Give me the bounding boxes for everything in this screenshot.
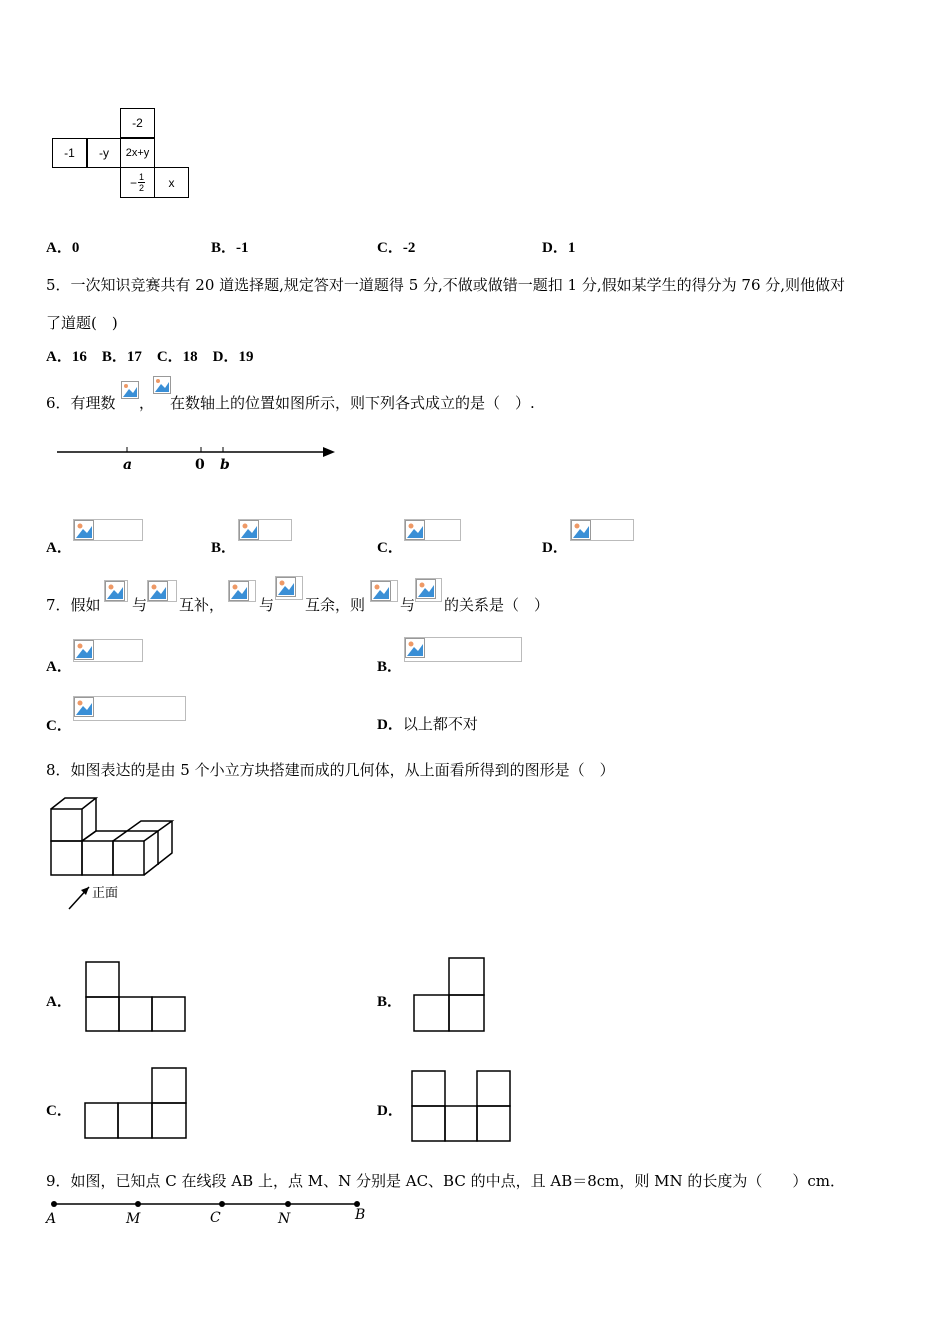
broken-image-icon [74, 640, 94, 660]
point-label-n: N [278, 1211, 291, 1227]
q7-image-6 [415, 578, 442, 602]
q4-option-b[interactable]: B．-1 [211, 240, 249, 256]
q9-text: 9．如图，已知点 C 在线段 AB 上，点 M、N 分别是 AC、BC 的中点，且 AB＝8cm，则 MN 的长度为（ ）cm． [46, 1172, 846, 1190]
q7-image-4 [275, 576, 303, 600]
q6-option-a-image[interactable] [73, 519, 143, 541]
net-frac-sign: − [129, 175, 137, 190]
cube-stack-figure [45, 795, 180, 915]
broken-image-icon [74, 697, 94, 717]
q4-option-d[interactable]: D．1 [542, 240, 576, 256]
q6-prefix: 6．有理数 [46, 394, 116, 412]
q6-option-d-image[interactable] [570, 519, 634, 541]
q8-option-d-figure[interactable] [410, 1069, 512, 1143]
q6-separator: ， [139, 394, 155, 412]
broken-image-icon [105, 581, 125, 601]
q8-option-d-label[interactable]: D． [377, 1103, 403, 1119]
q7-text-6: 与 [400, 596, 416, 614]
net-cell-r1c2: -y [87, 138, 121, 168]
broken-image-icon [239, 520, 259, 540]
broken-image-icon [121, 381, 139, 399]
q6-option-a-label[interactable]: A． [46, 540, 72, 556]
q8-option-b-figure[interactable] [412, 956, 487, 1033]
q7-option-c-image[interactable] [73, 696, 186, 721]
q7-image-5 [370, 580, 398, 602]
q7-image-1 [104, 580, 128, 602]
front-label: 正面 [92, 886, 119, 901]
broken-image-icon [276, 577, 296, 597]
q7-option-a-label[interactable]: A． [46, 659, 72, 675]
q7-option-b-image[interactable] [404, 637, 522, 662]
q6-option-b-label[interactable]: B． [211, 540, 237, 556]
axis-label-a: a [123, 457, 133, 473]
q6-option-c-image[interactable] [404, 519, 461, 541]
broken-image-icon [153, 376, 171, 394]
q4-option-a[interactable]: A．0 [46, 240, 80, 256]
net-cell-top: -2 [120, 108, 155, 138]
q7-option-c-label[interactable]: C． [46, 718, 72, 734]
q7-image-3 [228, 580, 256, 602]
q6-option-c-label[interactable]: C． [377, 540, 403, 556]
q8-option-c-label[interactable]: C． [46, 1103, 72, 1119]
q7-image-2 [147, 580, 177, 602]
broken-image-icon [148, 581, 168, 601]
q6-suffix: 在数轴上的位置如图所示，则下列各式成立的是（ ）. [170, 394, 535, 412]
net-cell-r1c1: -1 [52, 138, 87, 168]
q7-text-7: 的关系是（ ） [444, 596, 550, 614]
point-label-b: B [355, 1207, 366, 1223]
net-cell-r1c3: 2x+y [120, 138, 155, 168]
q7-text-3: 互补， [179, 596, 225, 614]
number-line-figure [55, 442, 340, 472]
q7-option-a-image[interactable] [73, 639, 143, 662]
q5-text-line2: 了道题( ) [46, 314, 118, 332]
q8-option-b-label[interactable]: B． [377, 994, 403, 1010]
q8-text: 8．如图表达的是由 5 个小立方块搭建而成的几何体，从上面看所得到的图形是（ ） [46, 761, 615, 779]
broken-image-icon [405, 520, 425, 540]
q7-text-4: 与 [259, 596, 275, 614]
net-cell-r2c3 [120, 167, 155, 198]
axis-label-b: b [220, 457, 230, 473]
net-frac-den: 2 [139, 183, 145, 193]
net-cell-r2c4: x [154, 167, 189, 198]
net-fraction [138, 172, 145, 193]
net-frac-num: 1 [139, 172, 145, 182]
q8-option-a-figure[interactable] [85, 960, 187, 1032]
q6-option-d-label[interactable]: D． [542, 540, 568, 556]
q5-text-line1: 5．一次知识竞赛共有 20 道选择题,规定答对一道题得 5 分,不做或做错一题扣 1 分,假如某学生的得分为 76 分,则他做对 [46, 276, 846, 294]
q7-text-5: 互余，则 [305, 596, 366, 614]
broken-image-icon [371, 581, 391, 601]
broken-image-icon [229, 581, 249, 601]
q7-text-1: 7．假如 [46, 596, 101, 614]
q7-text-2: 与 [132, 596, 148, 614]
q7-option-d[interactable]: D．以上都不对 [377, 715, 478, 733]
point-label-m: M [126, 1211, 141, 1227]
q8-option-c-figure[interactable] [83, 1066, 189, 1141]
broken-image-icon [416, 579, 436, 599]
point-label-c: C [210, 1210, 221, 1226]
broken-image-icon [74, 520, 94, 540]
q4-option-c[interactable]: C．-2 [377, 240, 416, 256]
q5-options[interactable]: A．16 B．17 C．18 D．19 [46, 349, 254, 365]
q8-option-a-label[interactable]: A． [46, 994, 72, 1010]
point-label-a: A [46, 1211, 57, 1227]
q6-option-b-image[interactable] [238, 519, 292, 541]
q7-option-b-label[interactable]: B． [377, 659, 403, 675]
broken-image-icon [571, 520, 591, 540]
broken-image-icon [405, 638, 425, 658]
segment-figure [44, 1196, 374, 1230]
axis-label-zero: 0 [195, 457, 205, 473]
